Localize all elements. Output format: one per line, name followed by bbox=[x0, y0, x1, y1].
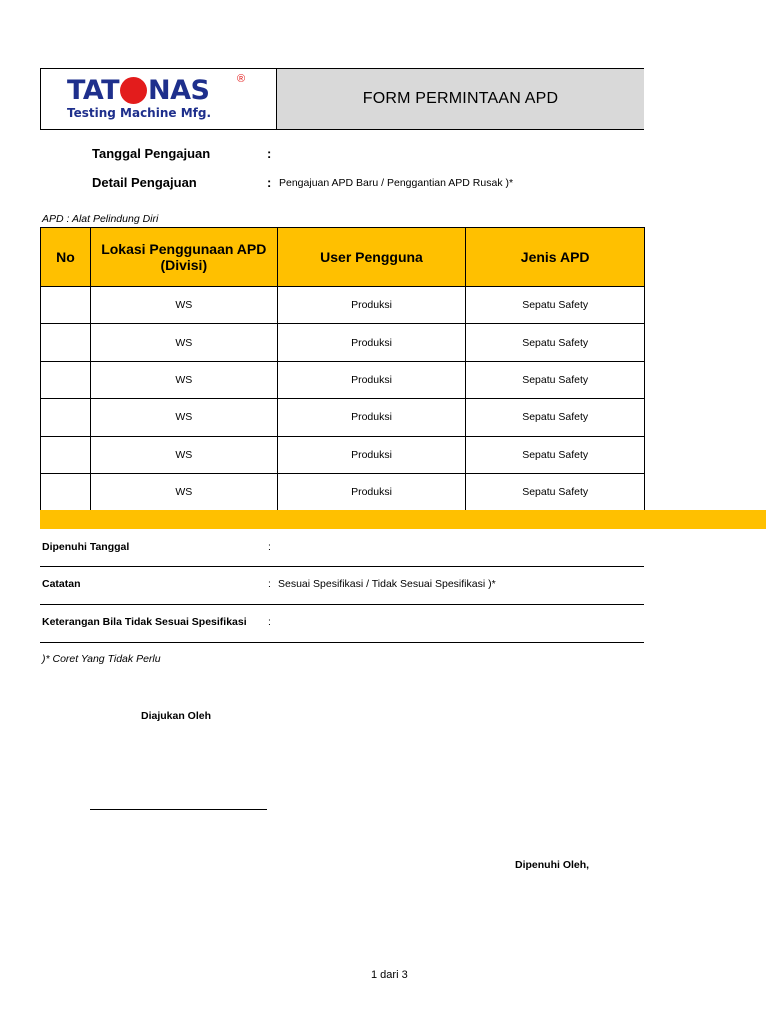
keterangan-label: Keterangan Bila Tidak Sesuai Spesifikasi bbox=[42, 616, 247, 628]
cell-jenis: Sepatu Safety bbox=[466, 473, 645, 510]
cell-jenis: Sepatu Safety bbox=[466, 436, 645, 473]
cell-no bbox=[41, 473, 91, 510]
apd-definition-note: APD : Alat Pelindung Diri bbox=[42, 213, 159, 225]
footnote-coret: )* Coret Yang Tidak Perlu bbox=[42, 653, 161, 665]
table-row bbox=[41, 473, 645, 510]
cell-lokasi: WS bbox=[90, 436, 277, 473]
dipenuhi-tanggal-row bbox=[40, 529, 644, 567]
catatan-row bbox=[40, 567, 644, 605]
cell-user: Produksi bbox=[277, 399, 466, 436]
dipenuhi-tanggal-label: Dipenuhi Tanggal bbox=[42, 541, 130, 553]
catatan-label: Catatan bbox=[42, 578, 81, 590]
cell-lokasi: WS bbox=[90, 399, 277, 436]
logo-red-circle bbox=[120, 77, 147, 104]
cell-user: Produksi bbox=[277, 436, 466, 473]
form-title: FORM PERMINTAAN APD bbox=[277, 69, 644, 129]
detail-pengajuan-label: Detail Pengajuan bbox=[92, 175, 197, 190]
cell-no bbox=[41, 287, 91, 324]
cell-no bbox=[41, 436, 91, 473]
cell-no bbox=[41, 399, 91, 436]
logo-cell bbox=[41, 69, 277, 129]
dipenuhi-tanggal-colon: : bbox=[268, 541, 271, 553]
company-tagline: Testing Machine Mfg. bbox=[67, 106, 212, 120]
table-row bbox=[41, 399, 645, 436]
column-header-user: User Pengguna bbox=[277, 228, 466, 287]
cell-lokasi: WS bbox=[90, 361, 277, 398]
cell-user: Produksi bbox=[277, 361, 466, 398]
catatan-colon: : bbox=[268, 578, 271, 590]
cell-lokasi: WS bbox=[90, 473, 277, 510]
signature-line bbox=[90, 809, 267, 810]
table-row bbox=[41, 324, 645, 361]
table-header-row bbox=[41, 228, 645, 287]
detail-pengajuan-value: Pengajuan APD Baru / Penggantian APD Rusak )* bbox=[279, 177, 514, 189]
apd-request-table bbox=[40, 227, 645, 511]
keterangan-row bbox=[40, 605, 644, 643]
cell-no bbox=[41, 324, 91, 361]
diajukan-oleh-label: Diajukan Oleh bbox=[141, 710, 212, 722]
column-header-no: No bbox=[41, 228, 91, 287]
cell-jenis: Sepatu Safety bbox=[466, 324, 645, 361]
table-row bbox=[41, 287, 645, 324]
tanggal-pengajuan-label: Tanggal Pengajuan bbox=[92, 146, 211, 161]
detail-pengajuan-colon: : bbox=[267, 175, 272, 190]
cell-jenis: Sepatu Safety bbox=[466, 399, 645, 436]
table-row bbox=[41, 361, 645, 398]
cell-lokasi: WS bbox=[90, 287, 277, 324]
form-header bbox=[40, 68, 644, 130]
column-header-lokasi bbox=[90, 228, 277, 287]
column-header-jenis: Jenis APD bbox=[466, 228, 645, 287]
cell-no bbox=[41, 361, 91, 398]
cell-jenis: Sepatu Safety bbox=[466, 361, 645, 398]
company-logo: TAT NAS bbox=[67, 74, 210, 106]
column-header-lokasi-line2: (Divisi) bbox=[160, 257, 208, 273]
section-divider-bar bbox=[40, 510, 766, 529]
dipenuhi-oleh-label: Dipenuhi Oleh, bbox=[515, 859, 590, 871]
cell-lokasi: WS bbox=[90, 324, 277, 361]
cell-jenis: Sepatu Safety bbox=[466, 287, 645, 324]
catatan-value: Sesuai Spesifikasi / Tidak Sesuai Spesifikasi )* bbox=[278, 578, 496, 590]
cell-user: Produksi bbox=[277, 473, 466, 510]
column-header-lokasi-line1: Lokasi Penggunaan APD bbox=[101, 241, 267, 257]
registered-mark: ® bbox=[237, 73, 246, 85]
page-number: 1 dari 3 bbox=[371, 969, 408, 981]
table-row bbox=[41, 436, 645, 473]
tanggal-pengajuan-colon: : bbox=[267, 146, 272, 161]
keterangan-colon: : bbox=[268, 616, 271, 628]
cell-user: Produksi bbox=[277, 324, 466, 361]
cell-user: Produksi bbox=[277, 287, 466, 324]
